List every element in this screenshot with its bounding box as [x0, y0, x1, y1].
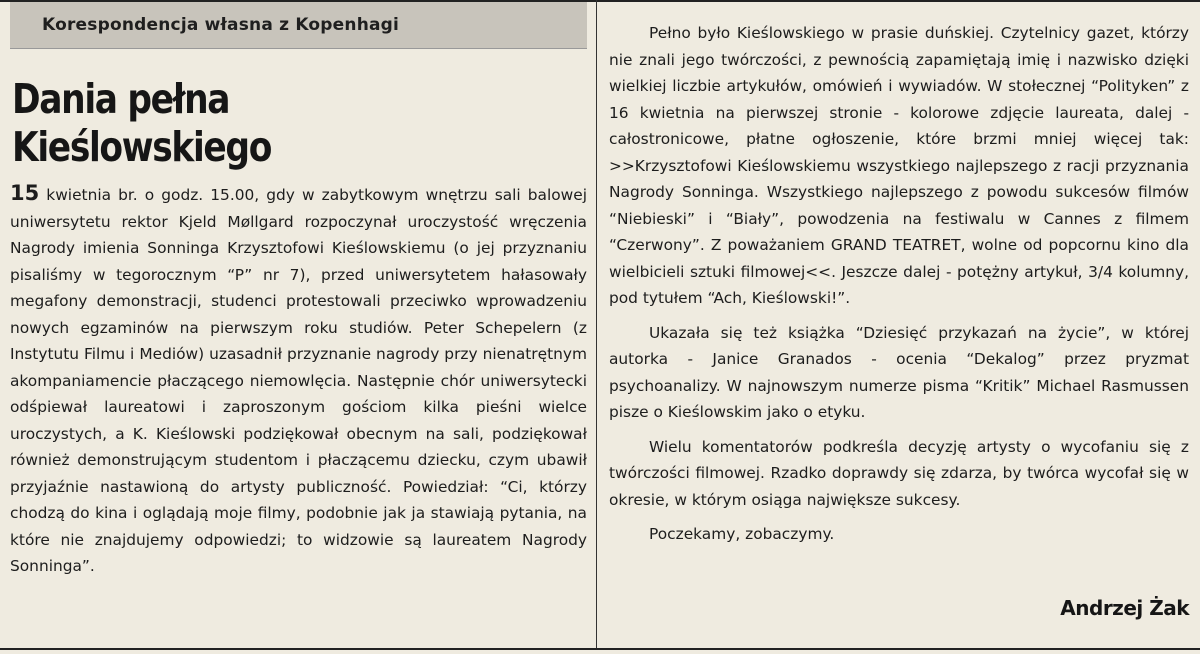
right-column: [609, 20, 1189, 556]
section-label: Korespondencja własna z Kopenhagi: [42, 15, 400, 35]
author-signature: Andrzej Żak: [1060, 596, 1189, 620]
column-divider: [596, 0, 597, 650]
article-paragraph-1: [10, 180, 587, 580]
left-body: [10, 180, 587, 580]
left-column: [10, 2, 587, 575]
article-paragraph-3: Ukazała się też książka “Dziesięć przykazań na życie”, w której autorka - Janice Granados - ocenia “Dekalog” przez pryzmat psychoanalizy. W najnowszym numerze pisma “Kritik” Michael Rasmussen pisze o Kieślowskim jako o etyku.: [609, 323, 1189, 421]
section-banner: [10, 2, 587, 49]
bottom-rule: [0, 648, 1200, 650]
paragraph-1-text: kwietnia br. o godz. 15.00, gdy w zabytkowym wnętrzu sali balowej uniwersytetu rektor Kjeld Møllgard rozpoczynał uroczystość wręczenia Nagrody imienia Sonninga Krzysztofowi Kieślowskiemu (o jej przyznaniu pisaliśmy w tegorocznym “P” nr 7), przed uniwersytetem hałasowały megafony demonstracji, studenci protestowali przeciwko wprowadzeniu nowych egzaminów na pierwszym roku studiów. Peter Schepelern (z Instytutu Filmu i Mediów) uzasadnił przyznanie nagrody przy nienatrętnym akompaniamencie płaczącego niemowlęcia. Następnie chór uniwersytecki odśpiewał laureatowi i zaproszonym gościom kilka pieśni wielce uroczystych, a K. Kieślowski podziękował obecnym na sali, podziękował również demonstrującym studentom i płaczącemu dziecku, czym ubawił przyjaźnie nastawioną do artysty publiczność. Powiedział: “Ci, którzy chodzą do kina i oglądają moje filmy, podobnie jak ja stawiają pytania, na które nie znajdujemy odpowiedzi; to widzowie są laureatem Nagrody Sonninga”.: [10, 186, 587, 575]
dropcap-number: 15: [10, 181, 40, 205]
article-headline: Dania pełna Kieślowskiego: [12, 75, 272, 171]
article-paragraph-2: Pełno było Kieślowskiego w prasie duńskiej. Czytelnicy gazet, którzy nie znali jego twórczości, z pewnością zapamiętają imię i nazwisko dzięki wielkiej liczbie artykułów, omówień i wywiadów. W stołecznej “Polityken” z 16 kwietnia na pierwszej stronie - kolorowe zdjęcie laureata, dalej - całostronicowe, płatne ogłoszenie, które brzmi mniej więcej tak: >>Krzysztofowi Kieślowskiemu wszystkiego najlepszego z racji przyznania Nagrody Sonninga. Wszystkiego najlepszego z powodu sukcesów filmów “Niebieski” i “Biały”, powodzenia na festiwalu w Cannes z filmem “Czerwony”. Z poważaniem GRAND TEATRET, wolne od popcornu kino dla wielbicieli sztuki filmowej<<. Jeszcze dalej - potężny artykuł, 3/4 kolumny, pod tytułem “Ach, Kieślowski!”.: [609, 24, 1189, 307]
article-paragraph-5: Poczekamy, zobaczymy.: [649, 525, 835, 543]
article-paragraph-4: Wielu komentatorów podkreśla decyzję artysty o wycofaniu się z twórczości filmowej. Rzadko doprawdy się zdarza, by twórca wycofał się w okresie, w którym osiąga największe sukcesy.: [609, 437, 1189, 509]
